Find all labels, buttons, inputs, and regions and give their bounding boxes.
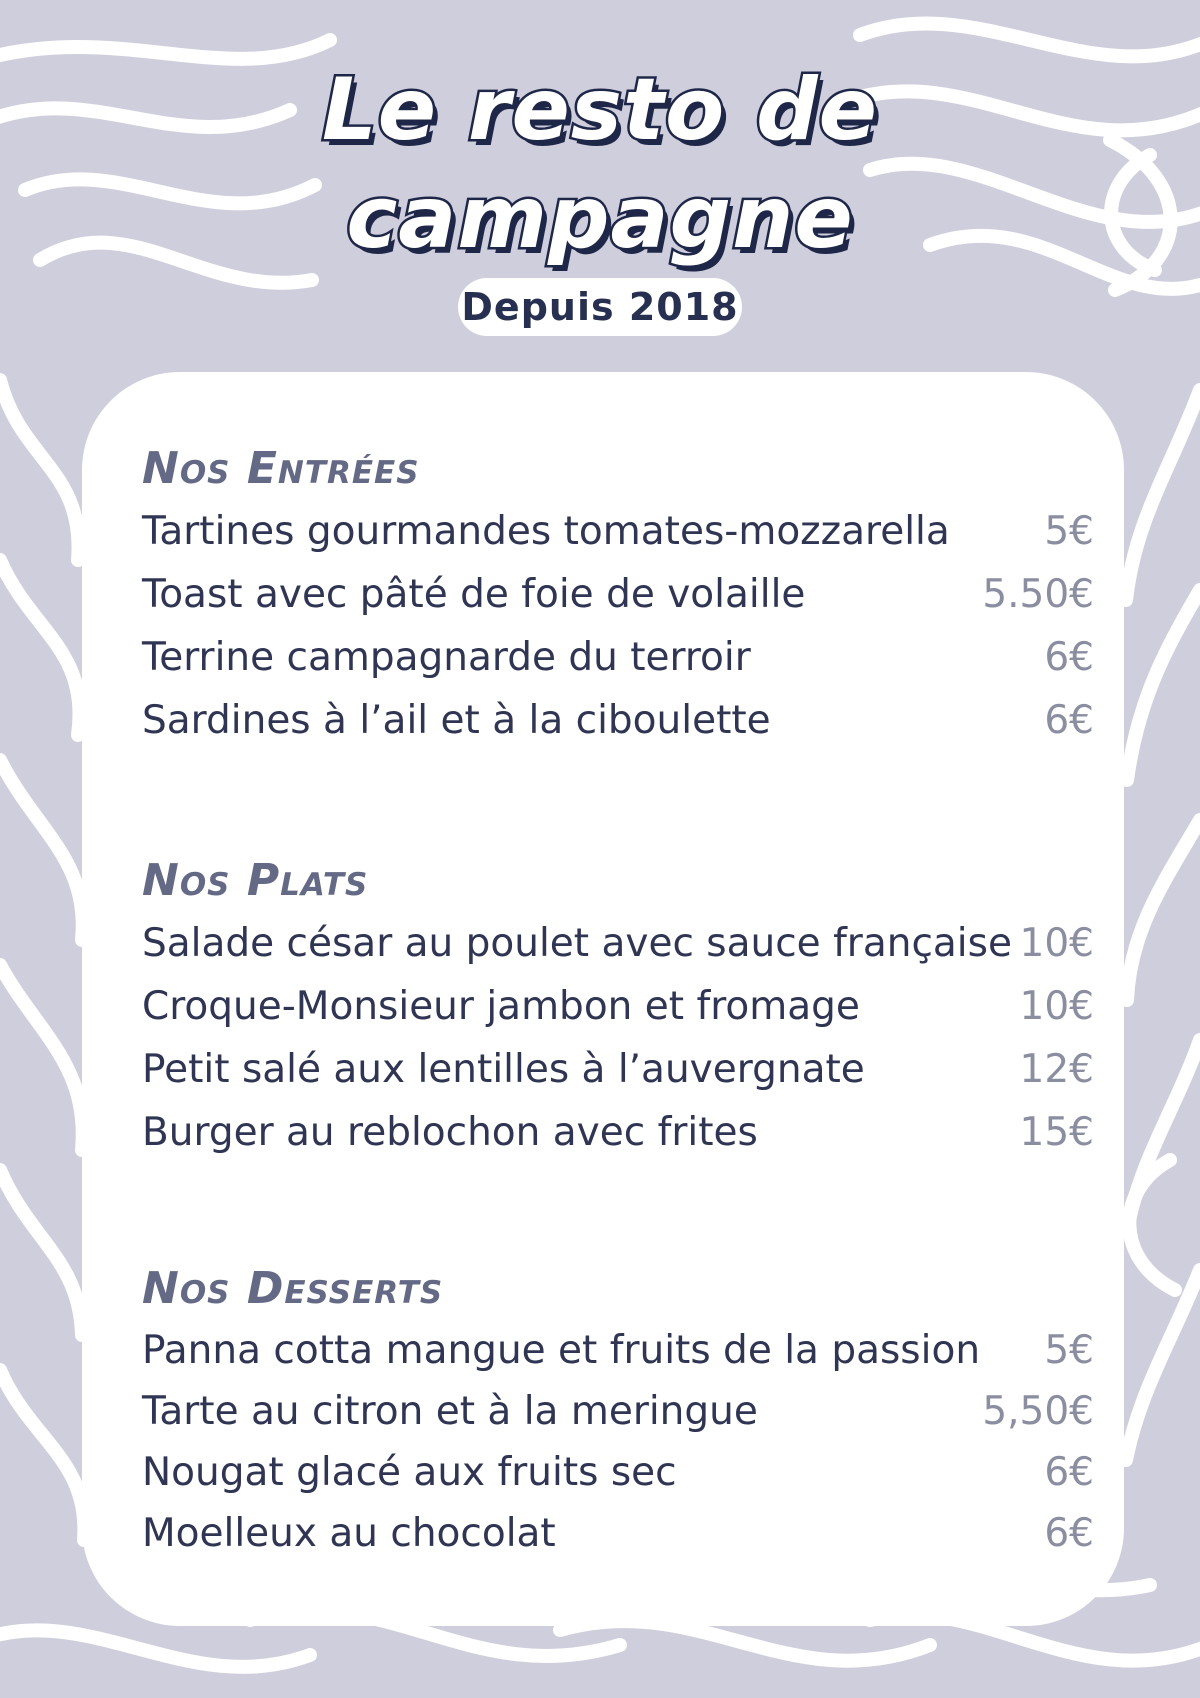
menu-item-name: Croque-Monsieur jambon et fromage xyxy=(142,984,860,1029)
menu-item-price: 6€ xyxy=(1044,635,1094,680)
restaurant-name-line-2: campagne xyxy=(346,168,854,268)
menu-item-price: 5.50€ xyxy=(982,572,1094,617)
menu-item xyxy=(142,689,1094,752)
menu-item xyxy=(142,1038,1094,1101)
menu-item-name: Panna cotta mangue et fruits de la passion xyxy=(142,1328,981,1373)
menu-item-name: Terrine campagnarde du terroir xyxy=(142,635,751,680)
menu-item-price: 12€ xyxy=(1019,1047,1094,1092)
menu-item xyxy=(142,975,1094,1038)
menu-item-price: 6€ xyxy=(1044,1511,1094,1556)
menu-item-name: Tarte au citron et à la meringue xyxy=(142,1389,758,1434)
menu-item xyxy=(142,1503,1094,1564)
section-plats xyxy=(142,850,1094,1164)
menu-item-price: 5,50€ xyxy=(982,1389,1094,1434)
menu-card xyxy=(82,372,1124,1626)
menu-item-price: 6€ xyxy=(1044,1450,1094,1495)
menu-item xyxy=(142,563,1094,626)
menu-item-price: 6€ xyxy=(1044,698,1094,743)
menu-item-name: Toast avec pâté de foie de volaille xyxy=(142,572,806,617)
menu-item-price: 10€ xyxy=(1019,984,1094,1029)
restaurant-name-line-1: Le resto de xyxy=(321,60,879,160)
menu-item xyxy=(142,1442,1094,1503)
section-title-plats: Nos Plats xyxy=(142,855,369,906)
menu-item-price: 5€ xyxy=(1044,1328,1094,1373)
since-badge: Depuis 2018 xyxy=(458,278,742,336)
menu-item-price: 5€ xyxy=(1044,509,1094,554)
menu-item-name: Petit salé aux lentilles à l’auvergnate xyxy=(142,1047,865,1092)
menu-item xyxy=(142,1320,1094,1381)
menu-item xyxy=(142,1101,1094,1164)
menu-item-name: Burger au reblochon avec frites xyxy=(142,1110,758,1155)
menu-item-name: Moelleux au chocolat xyxy=(142,1511,556,1556)
section-title-desserts: Nos Desserts xyxy=(142,1263,444,1314)
section-entrees xyxy=(142,438,1094,752)
menu-item-price: 15€ xyxy=(1019,1110,1094,1155)
menu-item-name: Salade césar au poulet avec sauce française xyxy=(142,921,1012,966)
section-title-entrees: Nos Entrées xyxy=(142,443,420,494)
menu-item-name: Nougat glacé aux fruits sec xyxy=(142,1450,677,1495)
menu-item-name: Tartines gourmandes tomates-mozzarella xyxy=(142,509,950,554)
menu-item xyxy=(142,500,1094,563)
menu-item xyxy=(142,626,1094,689)
menu-item-price: 10€ xyxy=(1019,921,1094,966)
menu-item xyxy=(142,912,1094,975)
menu-header xyxy=(0,0,1200,360)
section-desserts xyxy=(142,1258,1094,1564)
menu-item xyxy=(142,1381,1094,1442)
menu-item-name: Sardines à l’ail et à la ciboulette xyxy=(142,698,771,743)
